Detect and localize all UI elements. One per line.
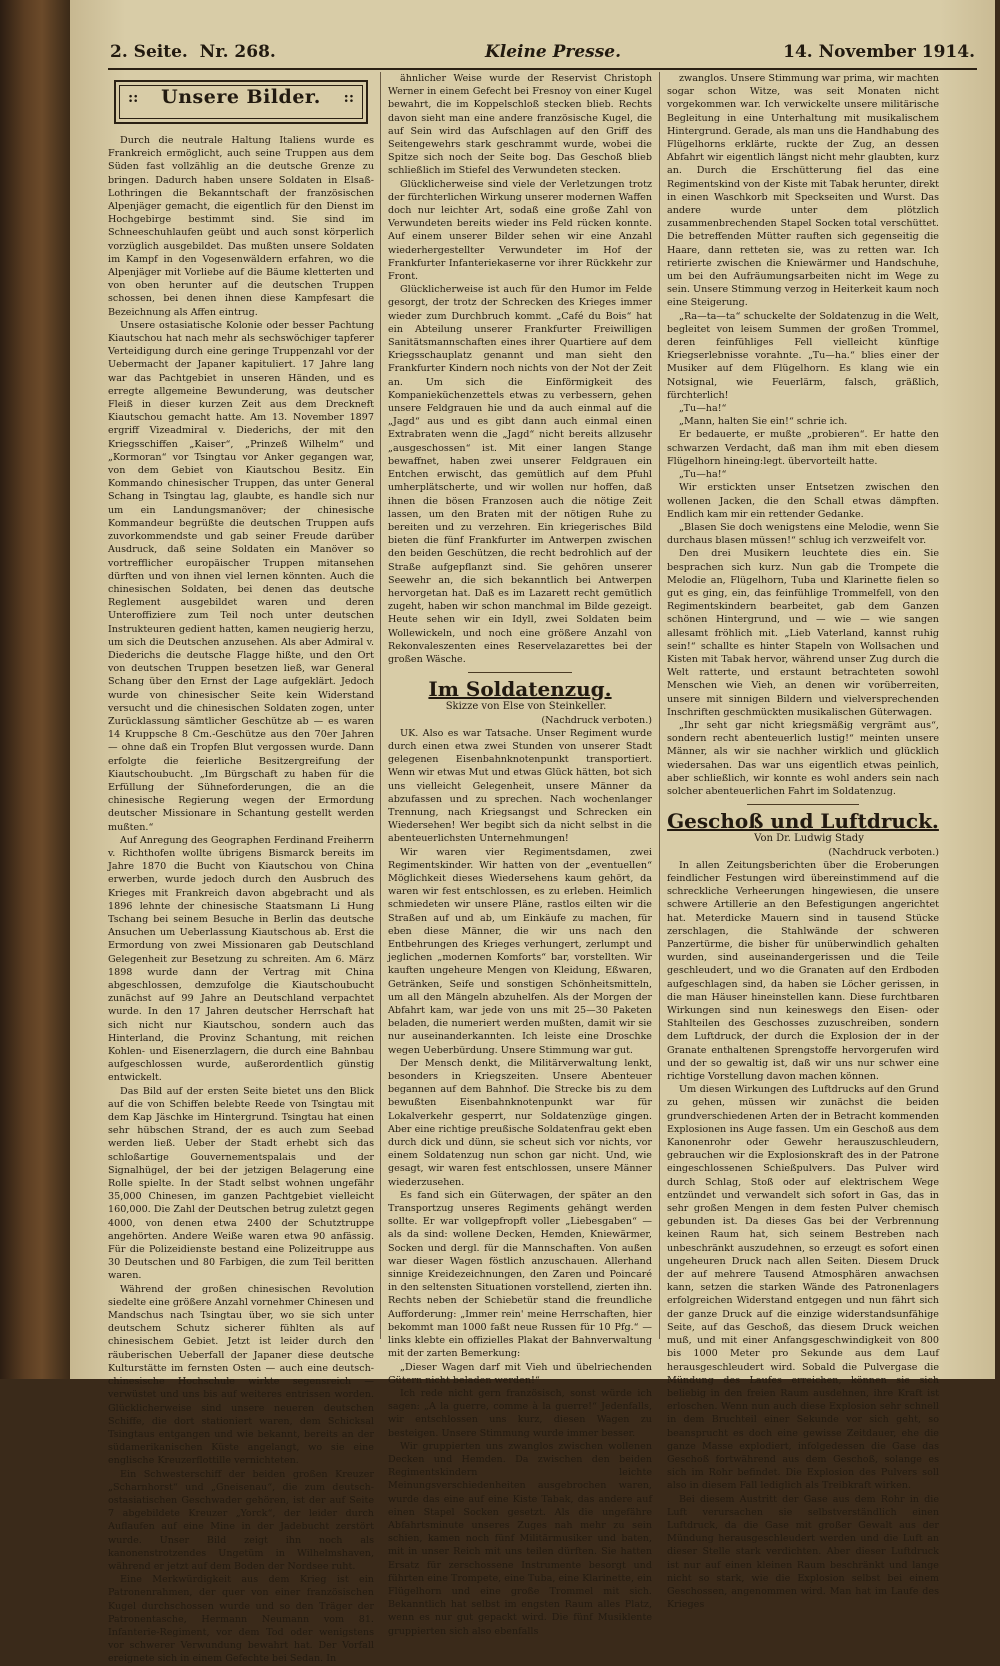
column-2 [388,72,652,1637]
column-3 [667,72,939,1611]
paragraph: Ich rede nicht gern französisch, sonst würde ich sagen: „A la guerre, comme à la guerre!“ Jedenfalls, wir entschlossen uns kurz, diesen Wagen zu besteigen. Unsere Stimmung wurde immer besser. [388,1387,652,1439]
paragraph: Durch die neutrale Haltung Italiens wurde es Frankreich ermöglicht, auch seine Truppen aus dem Süden fast vollzählig an die deutsche Grenze zu bringen. Dadurch haben unsere Soldaten in Elsaß-Lothringen die Bekanntschaft der französischen Alpenjäger gemacht, die eigentlich für den Dienst im Hochgebirge bestimmt sind. Sie sind im Schneeschuhlaufen geübt und auch sonst körperlich vorzüglich ausgebildet. Das mußten unsere Soldaten im Kampf in den Vogesenwäldern erfahren, wo die Alpenjäger mit Vorliebe auf die Bäume kletterten und von oben herunter auf die deutschen Truppen schossen, bei denen ihnen diese Kampfesart die Bezeichnung als Affen eintrug. [108,135,374,318]
masthead-rule [108,68,977,70]
issue-date: 14. November 1914. [783,42,975,62]
article-separator [468,672,572,673]
section-title: Unsere Bilder. [161,86,321,108]
paragraph: „Mann, halten Sie ein!“ schrie ich. [679,416,848,428]
paragraph: Eine Merkwürdigkeit aus dem Krieg ist ein Patronenrahmen, der quer von einer französischen Kugel durchschossen wurde und so den Träger der Patronentasche, Hermann Neumann vom 81. Infanterie-Regiment, vor dem Tod oder wenigstens vor schwerer Verwundung bewahrt hat. Der Vorfall ereignete sich in einem Gefechte bei Sedan. In [108,1574,374,1665]
article-title: Geschoß und Luftdruck. [667,809,939,834]
paragraph: UK. Also es war Tatsache. Unser Regiment wurde durch einen etwa zwei Stunden von unserer Stadt gelegenen Eisenbahnknotenpunkt transportiert. Wenn wir etwas Mut und etwas Glück hätten, bot sich uns vielleicht Gelegenheit, unsere Männer da abzufassen und zu sprechen. Nach wochenlanger Trennung, nach Kriegsangst und Schrecken ein Wiedersehen! Wer begibt sich da nicht selbst in die abenteuerlichsten Unternehmungen! [388,727,652,845]
paragraph: Ein Schwesterschiff der beiden großen Kreuzer „Scharnhorst“ und „Gneisenau“, die zum deutsch-ostasiatischen Geschwader gehören, ist der auf Seite 7 abgebildete Kreuzer „Yorck“, der leider durch Auflaufen auf eine Mine in der Jadebucht zerstört wurde. Unser Bild zeigt ihn noch als kanonenstrotzendes Ungetüm in Wilhelmshaven, während er jetzt auf dem Boden der Nordsee ruht. [108,1468,374,1572]
paragraph: Das Bild auf der ersten Seite bietet uns den Blick auf die von Schiffen belebte Reede von Tsingtau mit dem Kap Jäschke im Hintergrund. Tsingtau hat einen sehr hübschen Strand, der es auch zum Seebad werden ließ. Ueber der Stadt erhebt sich das schloßartige Gouvernementspalais und der Signalhügel, der bei der jetzigen Belagerung eine Rolle spielte. In der Stadt selbst wohnen ungefähr 35,000 Chinesen, im ganzen Pachtgebiet vielleicht 160,000. Die Zahl der Deutschen betrug zuletzt gegen 4000, von denen etwa 2400 der Schutztruppe angehörten. Andere Weiße waren etwa 90 anfässig. Für die Polizeidienste bestand eine Polizeitruppe aus 30 Deutschen und 80 Farbigen, die zum Teil beritten waren. [108,1085,374,1282]
paragraph: ähnlicher Weise wurde der Reservist Christoph Werner in einem Gefecht bei Fresnoy von einer Kugel bewahrt, die im Koppelschloß stecken blieb. Rechts davon sieht man eine andere französische Kugel, die auf Sein wird das Aufschlagen auf den Griff des Seitengewehrs stark geschrammt wurde, wobei die Spitze sich noch der Seite bog. Das Geschoß blieb schließlich im Stiefel des Verwundeten stecken. [388,73,652,177]
paragraph: Um diesen Wirkungen des Luftdrucks auf den Grund zu gehen, müssen wir zunächst die beiden grundverschiedenen Arten der in Betracht kommenden Explosionen ins Auge fassen. Um ein Geschoß aus dem Kanonenrohr oder Gewehr herauszuschleudern, gebrauchen wir die Explosionskraft des in der Patrone eingeschlossenen Schießpulvers. Das Pulver wird durch Schlag, Stoß oder auf elektrischem Wege entzündet und verwandelt sich sofort in Gas, das in sehr großen Mengen in dem festen Pulver chemisch gebunden ist. Da dieses Gas bei der Verbrennung keinen Raum hat, sich seinem Bestreben nach unbeschränkt auszudehnen, so erzeugt es sofort einen ungeheuren Druck nach allen Seiten. Diesem Druck der auf mehrere Tausend Atmosphären anwachsen kann, setzen die starken Wände des Patronenlagers erfolgreichen Widerstand entgegen und nun fährt sich der ganze Druck auf die einzige widerstandsunfähige Seite, auf das Geschoß, das diesem Druck weichen muß, und mit einer Anfangsgeschwindigkeit von 800 bis 1000 Meter pro Sekunde aus dem Lauf herausgeschleudert wird. Sobald die Pulvergase die Mündung des Laufes erreichen, können sie sich beliebig in den freien Raum ausdehnen, ihre Kraft ist erloschen. Wenn nun auch diese Explosion sehr schnell in dem Bruchteil einer Sekunde vor sich geht, so beansprucht es doch eine gewisse Zeitdauer, ehe die ganze Masse explodiert, infolgedessen die Gase das Geschoß fortwährend aus dem Geschoß, solange es sich im Rohr befindet. Die Explosion des Pulvers soll also in diesem Fall lediglich als Treibkraft wirken. [667,1084,939,1492]
column-divider [659,72,660,1339]
column-1 [108,72,374,1665]
paragraph: Es fand sich ein Güterwagen, der später an den Transportzug unseres Regiments gehängt werden sollte. Er war vollgepfropft voller „Liebesgaben“ — als da sind: wollene Decken, Hemden, Kniewärmer, Socken und dergl. für die Mannschaften. Von außen war dieser Wagen föstlich anzuschauen. Allerhand sinnige Kreidezeichnungen, den Zaren und Poincaré in den seltensten Situationen vorstellend, zierten ihn. Rechts neben der Schiebetür stand die freundliche Aufforderung: „Immer rein' meine Herrschaften, hier bekommt man 1000 faßt neue Russen für 10 Pfg.“ — links klebte ein offizielles Plakat der Bahnverwaltung mit der zarten Bemerkung: [388,1189,652,1360]
paragraph: Wir waren vier Regimentsdamen, zwei Regimentskinder. Wir hatten von der „eventuellen“ Möglichkeit dieses Wiedersehens kaum gehört, da waren wir fest entschlossen, es zu erleben. Heimlich schmiedeten wir unsere Pläne, rastlos eilten wir die Straßen auf und ab, um Einkäufe zu machen, für eben diese Männer, die wir uns nach den Entbehrungen des Krieges verhungert, zerlumpt und jeglichen „modernen Komforts“ bar, vorstellten. Wir kauften ungeheure Mengen von Kleidung, Eßwaren, Getränken, Seife und sonstigen Schönheitsmitteln, um all den Mängeln abzuhelfen. Als der Morgen der Abfahrt kam, war jede von uns mit 25—30 Paketen beladen, die numeriert werden mußten, damit wir sie nur auseinanderkannten. Ich leiste eine Droschke wegen Ueberbürdung. Unsere Stimmung war gut. [388,846,652,1056]
paragraph: „Ihr seht gar nicht kriegsmäßig vergrämt aus“, sondern recht abenteuerlich lustig!“ meinten unsere Männer, als wir sie nachher wirklich und glücklich wiedersahen. Das war uns eigentlich etwas peinlich, aber schließlich, wir konnte es wohl anders sein nach solcher abenteuerlichen Fahrt im Soldatenzug. [667,719,939,797]
paragraph: Der Mensch denkt, die Militärverwaltung lenkt, besonders in Kriegszeiten. Unsere Abenteuer begannen auf dem Bahnhof. Die Strecke bis zu dem bewußten Eisenbahnknotenpunkt war für Lokalverkehr gesperrt, nur Soldatenzüge gingen. Aber eine richtige preußische Soldatenfrau gekt eben durch dick und dünn, sie scheut sich vor nichts, vor einem Soldatenzug nun schon gar nicht. Und, wie gesagt, wir waren fest entschlossen, unsere Männer wiederzusehen. [388,1057,652,1188]
paragraph: zwanglos. Unsere Stimmung war prima, wir machten sogar schon Witze, was seit Monaten nicht vorgekommen war. Ich verwickelte unsere militärische Begleitung in eine Unterhaltung mit musikalischem Hintergrund. Gerade, als man uns die Handhabung des Flügelhorns erklärte, ruckte der Zug, an dessen Abfahrt wir eigentlich längst nicht mehr glaubten, kurz an. Durch die Erschütterung fiel das eine Regimentskind von der Kiste mit Tabak herunter, direkt in einen Waschkorb mit Speckseiten und Wurst. Das andere wurde unter dem plötzlich zusammenbrechenden Stapel Socken total verschüttet. Die betreffenden Mütter rauften sich gegenseitig die Haare, dann retteten sie, was zu retten war. Ich retirierte zwischen die Kniewärmer und Handschuhe, um bei den Aufräumungsarbeiten nicht im Wege zu sein. Unsere Stimmung verzog in Heiterkeit kaum noch eine Steigerung. [667,73,939,309]
paragraph: Während der großen chinesischen Revolution siedelte eine größere Anzahl vornehmer Chinesen und Mandschus nach Tsingtau über, wo sie sich unter deutschem Schutz sicherer fühlten als auf chinesischem Gebiet. Jetzt ist leider durch den räuberischen Ueberfall der Japaner diese deutsche Kulturstätte im fernsten Osten — auch eine deutsch-chinesische Hochschule wirkte segensreich — verwüstet und uns bis auf weiteres entrissen worden. Glücklicherweise sind unsere neueren deutschen Schiffe, die dort stationiert waren, dem Schicksal Tsingtaus entgangen und wie bekannt, bereits an der südamerikanischen Küste angelangt, wo sie eine englische Kreuzerflottille vernichteten. [108,1283,374,1467]
newspaper-page [70,0,995,1665]
article-title: Im Soldatenzug. [428,677,612,702]
reprint-notice: (Nachdruck verboten.) [828,846,939,858]
paragraph: Bei diesem Austritt der Gase aus dem Rohr in die Luft verursachen sie selbstverständlich einen Luftdruck, da die Gase mit großer Gewalt aus der Mündung herausgeschleudert werden und die Luft an dieser Stelle stark verdichten. Aber dieser Luftdruck ist nur auf einen kleinen Raum beschränkt und lange nicht so stark, wie die Explosion selbst bei einem Geschossen, angenommen wird. Man hat im Laufe des Krieges [667,1493,939,1611]
article-byline: Skizze von Else von Steinkeller. [445,701,607,713]
page-label: 2. Seite. [110,42,188,62]
paragraph: Er bedauerte, er mußte „probieren“. Er hatte den schwarzen Verdacht, daß man ihm mit eben diesem Flügelhorn hineing:legt. übervorteilt hatte. [667,429,939,467]
paragraph: „Blasen Sie doch wenigstens eine Melodie, wenn Sie durchaus blasen müssen!“ schlug ich verzweifelt vor. [667,521,939,547]
reprint-notice: (Nachdruck verboten.) [541,714,652,726]
column-divider [380,72,381,1339]
page-and-issue [110,42,276,62]
ornament-left: :: [128,90,139,106]
ornament-right: :: [343,90,354,106]
paragraph: Den drei Musikern leuchtete dies ein. Sie besprachen sich kurz. Nun gab die Trompete die Melodie an, Flügelhorn, Tuba und Klarinette fielen so gut es ging, ein, das feinfühlige Trommelfell, von den Regimentskindern bearbeitet, gab dem Ganzen schönen Hintergrund, und — wie — wie sangen allesamt fröhlich mit. „Lieb Vaterland, kannst ruhig sein!“ schallte es hinter Stapeln von Wollsachen und Kisten mit Tabak hervor, während unser Zug durch die Welt ratterte, und erstaunt betrachteten sowohl Menschen wie Vieh, an denen wir vorüberreiten, unsere mit sinnigen Bildern und vielversprechenden Inschriften geschmückten musikalischen Güterwagen. [667,548,939,718]
paragraph: „Ra—ta—ta“ schuckelte der Soldatenzug in die Welt, begleitet von leisem Summen der großen Trommel, deren feinfühliges Fell vielleicht künftige Kriegserlebnisse vorahnte. „Tu—ha.“ blies einer der Musiker auf dem Flügelhorn. Es klang wie ein Notsignal, wie Feuerlärm, falsch, gräßlich, fürchterlich! [667,310,939,401]
paragraph: Wir gruppierten uns zwanglos zwischen wollenen Decken und Hemden. Da zwischen den beiden Regimentskindern leichte Meinungsverschiedenheiten ausgebrochen waren, wurde das eine auf eine Kiste Tabak, das andere auf einen Stapel Socken gesetzt. Als die ungefähre Abfahrtsminute unseres Zuges nah mehr zu sein schien, kamen noch fünf Militärmusiker und baten, mit in unser Reich mit uns teilen dürften. Sie hatten Ersatz für zerschossene Instrumente besorgt und führten eine Trompete, eine Tuba, eine Klarinette, ein Flügelhorn und eine große Trommel mit sich. Bekanntlich hat selbst im engsten Raum alles Platz, wenn es nur gut gepackt wird. Die fünf Musiklente gruppierten sich also ebenfalls [388,1440,652,1637]
paragraph: Unsere ostasiatische Kolonie oder besser Pachtung Kiautschou hat nach mehr als sechswöchiger tapferer Verteidigung durch eine geringe Truppenzahl vor der Uebermacht der Japaner kapituliert. 17 Jahre lang war das Pachtgebiet in unseren Händen, und es erregte allgemeine Bewunderung, was deutscher Fleiß in dieser kurzen Zeit aus dem Dreckneft Kiautschou gemacht hatte. Am 13. November 1897 ergriff Vizeadmiral v. Diederichs, der mit den Kriegsschiffen „Kaiser“, „Prinzeß Wilhelm“ und „Kormoran“ vor Tsingtau vor Anker gegangen war, von dem Gebiet von Kiautschou Besitz. Ein Kommando chinesischer Truppen, das unter General Schang in Tsingtau lag, glaubte, es handle sich nur um ein Landungsmanöver; der chinesische Kommandeur begrüßte die deutschen Truppen aufs zuvorkommendste und gab seiner Freude darüber Ausdruck, daß seine Soldaten ein Manöver so vortrefflicher europäischer Truppen mitansehen dürften und von ihnen viel lernen könnten. Auch die chinesischen Soldaten, bei denen das deutsche Reglement ausgebildet waren und deren Unteroffiziere zum Teil noch unter deutschen Instrukteuren gedient hatten, kamen neugierig herzu, um sich die Deutschen anzusehen. Als aber Admiral v. Diederichs die deutsche Flagge hißte, und den Ort von deutschen Truppen besetzen ließ, war General Schang über den Ernst der Lage aufgeklärt. Jedoch wurde von chinesischer Seite kein Widerstand versucht und die chinesischen Soldaten zogen, unter Zurücklassung sämtlicher Geschütze ab — es waren 14 Kruppsche 8 Cm.-Geschütze aus den 70er Jahren — ohne daß ein Tropfen Blut vergossen wurde. Dann erfolgte die feierliche Besitzergreifung der Kiautschoubucht. „Im Bürgschaft zu haben für die Erfüllung der Sühneforderungen, die an die chinesische Regierung wegen der Ermordung deutscher Missionare in Schantung gestellt werden mußten.“ [108,319,374,833]
masthead [110,42,975,68]
section-header-box [114,80,368,124]
article-separator [747,804,859,805]
paragraph: Auf Anregung des Geographen Ferdinand Freiherrn v. Richthofen wollte übrigens Bismarck bereits im Jahre 1870 die Bucht von Kiautschou von China erwerben, wurde jedoch durch den Ausbruch des Krieges mit Frankreich davon abgebracht und als 1896 lehnte der chinesische Staatsmann Li Hung Tschang bei seinem Besuche in Berlin das deutsche Ansuchen um Ueberlassung Kiautschous ab. Erst die Ermordung von zwei Missionaren gab Deutschland Gelegenheit zur Besetzung zu schreiten. Am 6. März 1898 wurde dann der Vertrag mit China abgeschlossen, demzufolge die Kiautschoubucht zunächst auf 99 Jahre an Deutschland verpachtet wurde. In den 17 Jahren deutscher Herrschaft hat sich nicht nur Kiautschou, sondern auch das Hinterland, die Provinz Schantung, mit reichen Kohlen- und Eisenerzlagern, die durch eine Bahnbau aufgeschlossen wurde, außerordentlich günstig entwickelt. [108,834,374,1084]
paragraph: „Dieser Wagen darf mit Vieh und übelriechenden Gütern nicht beladen werden!“ [388,1361,652,1386]
paragraph: „Tu—ha!“ [679,403,727,415]
paragraph: Glücklicherweise ist auch für den Humor im Felde gesorgt, der trotz der Schrecken des Krieges immer wieder zum Durchbruch kommt. „Café du Bois“ hat ein Abteilung unserer Frankfurter Freiwilligen Sanitätsmannschaften eines ihrer Quartiere auf dem Kriegsschauplatz genannt und man sieht den Frankfurter Kindern noch nichts von der Not der Zeit an. Um sich die Einförmigkeit des Kompanieküchenzettels etwas zu verbessern, gehen unsere Feldgrauen hie und da auch einmal auf die „Jagd“ aus und es gibt dann auch einmal einen Extrabraten wenn die „Jagd“ nicht bereits allzusehr „ausgeschossen“ ist. Mit einer langen Stange bewaffnet, haben zwei unserer Feldgrauen ein Entchen erwischt, das gemütlich auf dem Pfuhl umherplätscherte, und wir wollen nur hoffen, daß ihnen die bösen Franzosen auch die nötige Zeit lassen, um den Braten mit der nötigen Ruhe zu bereiten und zu verzehren. Ein kriegerisches Bild bieten die fünf Frankfurter im Antwerpen zwischen den beiden Geschützen, die recht bedrohlich auf der Straße aufgepflanzt sind. Sie gehören unserer Seewehr an, die sich bekanntlich bei Antwerpen hervorgetan hat. Daß es im Lazarett recht gemütlich zugeht, haben wir schon manchmal im Bilde gezeigt. Heute sehen wir ein Idyll, zwei Soldaten beim Wollewickeln, und noch eine größere Anzahl von Rekonvaleszenten eines Reservelazarettes bei der großen Wäsche. [388,284,652,665]
paper-name: Kleine Presse. [485,42,622,62]
paragraph: „Tu—ha!“ [679,469,727,481]
paragraph: In allen Zeitungsberichten über die Eroberungen feindlicher Festungen wird übereinstimmend auf die schreckliche Verheerungen hingewiesen, die unsere schwere Artillerie an den Befestigungen angerichtet hat. Meterdicke Mauern sind in tausend Stücke zerschlagen, die Stahlwände der schweren Panzertürme, die bisher für unüberwindlich gehalten wurden, sind auseinandergerissen und die Teile geschleudert, und wo die Granaten auf den Erdboden aufgeschlagen sind, da haben sie Löcher gerissen, in die man Häuser hineinstellen kann. Diese furchtbaren Wirkungen sind nun keineswegs den Eisen- oder Stahlteilen des Geschosses zuzuschreiben, sondern dem Luftdruck, der durch die Explosion der in der Granate enthaltenen Sprengstoffe hervorgerufen wird und der so gewaltig ist, daß wir uns nur schwer eine richtige Vorstellung davon machen können. [667,859,939,1083]
article-byline: Von Dr. Ludwig Stady [754,833,864,845]
issue-number: Nr. 268. [199,42,276,62]
paragraph: Glücklicherweise sind viele der Verletzungen trotz der fürchterlichen Wirkung unserer modernen Waffen doch nur leichter Art, sodaß eine große Zahl von Verwundeten bereits wieder ins Feld rücken konnte. Auf einem unserer Bilder sehen wir eine Anzahl wiederhergestellter Verwundeter im Hof der Frankfurter Infanteriekaserne vor ihrer Rückkehr zur Front. [388,178,652,283]
paragraph: Wir erstickten unser Entsetzen zwischen den wollenen Jacken, die den Schall etwas dämpften. Endlich kam mir ein rettender Gedanke. [667,482,939,520]
book-binding [0,0,70,1379]
